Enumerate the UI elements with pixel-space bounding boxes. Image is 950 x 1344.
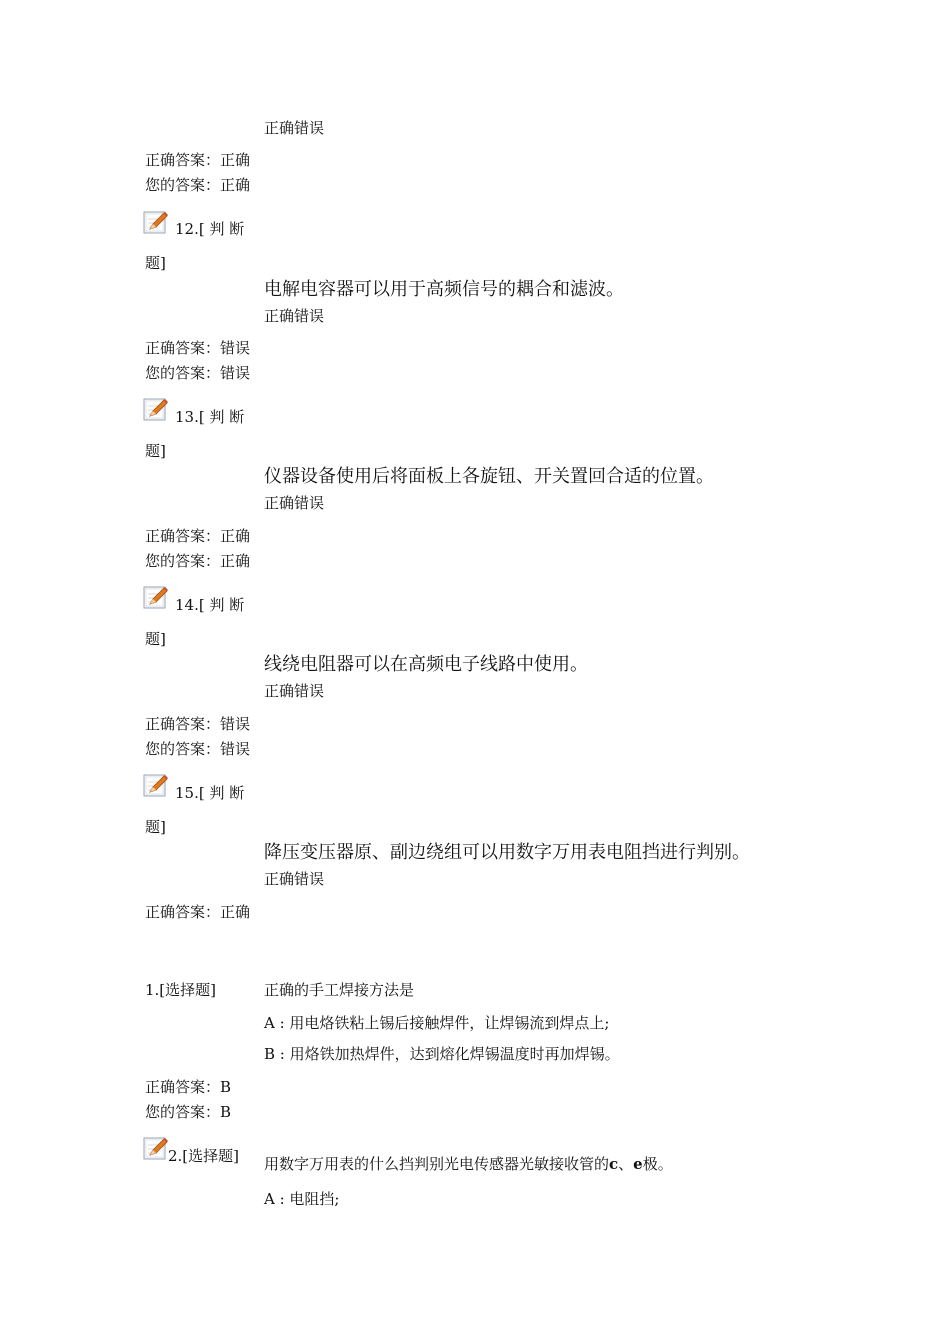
- c1-option-b[interactable]: B : 用烙铁加热焊件，达到熔化焊锡温度时再加焊锡。: [264, 1045, 620, 1063]
- q14-type-tail: 题]: [145, 630, 166, 648]
- q14-your-answer: 您的答案：错误: [145, 740, 251, 758]
- q12-question: 电解电容器可以用于高频信号的耦合和滤波。: [264, 279, 624, 300]
- q13-options[interactable]: 正确错误: [264, 494, 325, 512]
- c1-correct-answer: 正确答案：B: [145, 1078, 232, 1096]
- c2-question-text: 用数字万用表的什么挡判别光电传感器光敏接收管的: [264, 1155, 610, 1173]
- q14-question: 线绕电阻器可以在高频电子线路中使用。: [264, 654, 588, 675]
- q12-options[interactable]: 正确错误: [264, 307, 325, 325]
- q12-type-tail: 题]: [145, 254, 166, 272]
- q15-correct-answer: 正确答案：正确: [145, 903, 251, 921]
- pencil-note-icon: [143, 585, 169, 611]
- q14-correct-answer: 正确答案：错误: [145, 715, 251, 733]
- c2-question-end: 极。: [642, 1155, 673, 1173]
- c1-option-a[interactable]: A : 用电烙铁粘上锡后接触焊件，让焊锡流到焊点上;: [264, 1014, 610, 1032]
- c2-question: [264, 1157, 673, 1172]
- q13-correct-answer: 正确答案：正确: [145, 527, 251, 545]
- q13-question: 仪器设备使用后将面板上各旋钮、开关置回合适的位置。: [264, 466, 714, 487]
- q13-your-answer: 您的答案：正确: [145, 552, 251, 570]
- pencil-note-icon: [143, 773, 169, 799]
- q15-question: 降压变压器原、副边绕组可以用数字万用表电阻挡进行判别。: [264, 842, 750, 863]
- c2-option-a[interactable]: A : 电阻挡;: [264, 1190, 340, 1208]
- c1-your-answer: 您的答案：B: [145, 1103, 232, 1121]
- c2-pin-e: e: [633, 1155, 643, 1173]
- q14-number: 14.[ 判 断: [175, 596, 245, 614]
- q15-number: 15.[ 判 断: [175, 784, 245, 802]
- q15-options[interactable]: 正确错误: [264, 870, 325, 888]
- q11-correct-answer: 正确答案：正确: [145, 151, 251, 169]
- q13-number: 13.[ 判 断: [175, 408, 245, 426]
- c2-pin-c: c: [609, 1155, 619, 1173]
- pencil-note-icon: [143, 210, 169, 236]
- q11-options[interactable]: 正确错误: [264, 119, 325, 137]
- pencil-note-icon: [143, 1136, 169, 1162]
- pencil-note-icon: [143, 397, 169, 423]
- c1-question: 正确的手工焊接方法是: [264, 981, 415, 999]
- c2-separator: 、: [618, 1155, 634, 1173]
- q15-type-tail: 题]: [145, 818, 166, 836]
- c1-number: 1.[选择题]: [145, 981, 217, 999]
- q14-options[interactable]: 正确错误: [264, 682, 325, 700]
- q12-number: 12.[ 判 断: [175, 220, 245, 238]
- q13-type-tail: 题]: [145, 442, 166, 460]
- c2-number: 2.[选择题]: [168, 1147, 240, 1165]
- q12-your-answer: 您的答案：错误: [145, 364, 251, 382]
- q11-your-answer: 您的答案：正确: [145, 176, 251, 194]
- q12-correct-answer: 正确答案：错误: [145, 339, 251, 357]
